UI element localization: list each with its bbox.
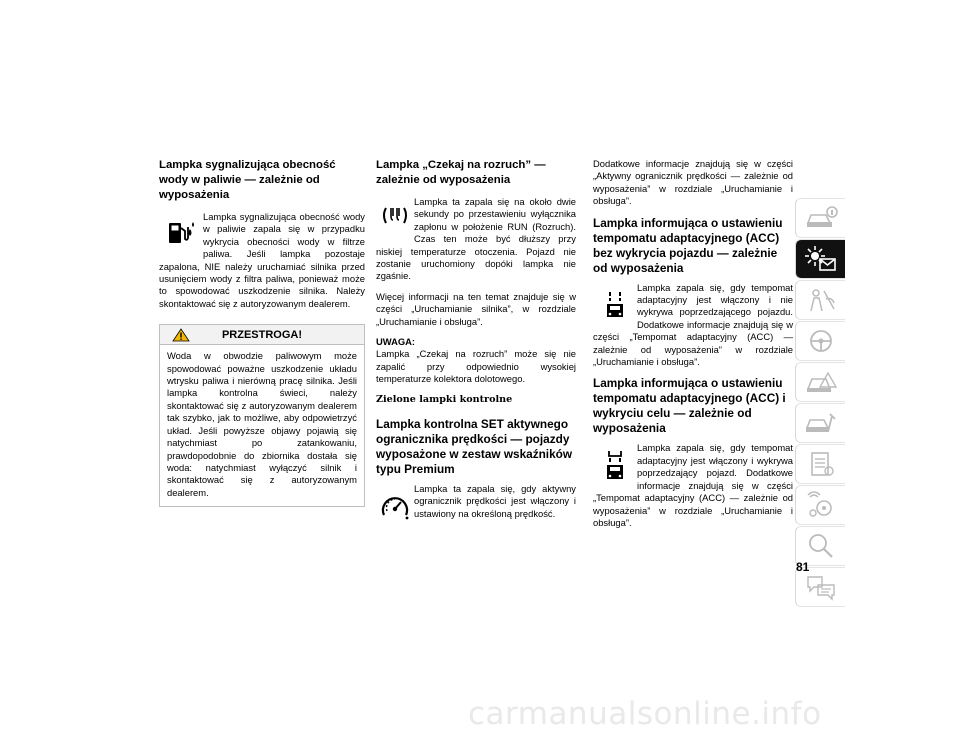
wait-to-start-icon <box>376 200 414 242</box>
green-lights-subheading: Zielone lampki kontrolne <box>376 393 513 405</box>
speed-limiter-icon <box>376 487 414 529</box>
multimedia-icon <box>804 491 838 519</box>
tab-multimedia[interactable] <box>795 485 845 525</box>
heading-water-in-fuel: Lampka sygnalizująca obecność wody w paliwie — zależnie od wyposażenia <box>159 159 336 201</box>
heading-acc-target: Lampka informująca o ustawieniu tempomatu adaptacyjnego (ACC) i wykryciu celu — zależnie od wyposażenia <box>593 376 786 436</box>
acc-target-block <box>593 442 793 537</box>
dashboard-lights-icon <box>804 245 838 273</box>
wait-to-start-block <box>376 196 576 291</box>
warning-box <box>159 324 365 507</box>
watermark: carmanualsonline.info <box>468 696 822 732</box>
column-middle <box>376 158 576 529</box>
tab-dashboard-lights[interactable] <box>795 239 845 279</box>
speed-limiter-text: Lampka ta zapala się, gdy aktywny ogranicznik prędkości jest włączony i ustawiony na określoną prędkość. <box>414 482 576 519</box>
service-icon <box>804 410 838 436</box>
heading-speed-limiter: Lampka kontrolna SET aktywnego ogranicznika prędkości — pojazdy wyposażone w zestaw wskaźników typu Premium <box>376 416 573 476</box>
water-in-fuel-icon <box>159 215 203 257</box>
search-index-icon <box>806 532 836 560</box>
column-right <box>593 158 793 537</box>
warning-title: PRZESTROGA! <box>221 329 303 342</box>
acc-no-target-icon <box>593 286 637 328</box>
speed-limiter-more-info: Dodatkowe informacje znajdują się w części „Aktywny ogranicznik prędkości — zależnie od wyposażenia” w rozdziale „Uruchamianie i obsługa”. <box>593 158 793 207</box>
specs-icon <box>806 450 836 478</box>
acc-no-target-block <box>593 282 793 377</box>
chapter-sidebar <box>795 198 845 608</box>
column-left <box>159 158 365 507</box>
speed-limiter-block <box>376 483 576 529</box>
page-number: 81 <box>796 560 810 574</box>
tab-car-info[interactable] <box>795 198 845 238</box>
note-title: UWAGA: <box>376 336 416 348</box>
safety-icon <box>804 287 838 313</box>
tab-steering[interactable] <box>795 321 845 361</box>
wait-to-start-more-info: Więcej informacji na ten temat znajduje się w części „Uruchamianie silnika”, w rozdziale „Uruchamianie i obsługa”. <box>376 290 576 327</box>
tab-specs[interactable] <box>795 444 845 484</box>
acc-target-text: Lampka zapala się, gdy tempomat adaptacyjny jest włączony i wykrywa poprzedzający pojazd. Dodatkowe informacje znajdują się w części „Tempomat adaptacyjny (ACC) — zależnie od wyposażenia” w rozdziale „Uruchamianie i obsługa”. <box>593 442 793 528</box>
wait-to-start-text: Lampka ta zapala się na około dwie sekundy po przestawieniu wyłącznika zapłonu w położenie RUN (Rozruch). Czas ten może być dłuższy przy niskiej temperaturze otoczenia. Pojazd nie zostanie uruchomiony dopóki lampka nie zgaśnie. <box>376 196 576 282</box>
note-text: Lampka „Czekaj na rozruch” może się nie zapalić przy odpowiednio wysokiej temperaturze kolektora dolotowego. <box>376 348 576 385</box>
warning-header <box>160 325 364 345</box>
heading-acc-no-target: Lampka informująca o ustawieniu tempomatu adaptacyjnego (ACC) bez wykrycia pojazdu — zależnie od wyposażenia <box>593 215 783 275</box>
heading-wait-to-start: Lampka „Czekaj na rozruch” — zależnie od wyposażenia <box>376 159 546 186</box>
tab-safety[interactable] <box>795 280 845 320</box>
tab-service[interactable] <box>795 403 845 443</box>
water-in-fuel-text: Lampka sygnalizująca obecność wody w paliwie zapala się w przypadku wykrycia obecności wody w filtrze paliwa. Jeśli lampka pozostaje zapalona, NIE należy uruchamiać silnika przed usunięciem wody z filtra paliwa, ponieważ może to spowodować uszkodzenie silnika. Należy skontaktować się z autoryzowanym dealerem. <box>159 211 365 309</box>
car-info-icon <box>804 205 838 231</box>
acc-no-target-text: Lampka zapala się, gdy tempomat adaptacyjny jest włączony i nie wykrywa poprzedzającego pojazdu. Dodatkowe informacje znajdują się w części „Tempomat adaptacyjny (ACC) — zależnie od wyposażenia” w rozdziale „Uruchamianie i obsługa”. <box>593 281 793 368</box>
languages-icon <box>804 573 838 601</box>
emergency-icon <box>804 369 838 395</box>
water-in-fuel-block <box>159 211 365 318</box>
note <box>376 336 576 386</box>
steering-icon <box>806 328 836 354</box>
warning-triangle-icon <box>172 328 190 342</box>
acc-target-icon <box>593 446 637 488</box>
tab-emergency[interactable] <box>795 362 845 402</box>
warning-text: Woda w obwodzie paliwowym może spowodować poważne uszkodzenie układu wtrysku paliwa i nierówną pracę silnika. Jeśli lampka kontrolna świeci, należy skontaktować się z autoryzowanym dealerem tak szybko, jak to możliwe, aby odpowietrzyć układ. Jeśli powyższe objawy pojawią się natychmiast po zatankowaniu, prawdopodobnie do zbiornika dostała się woda: natychmiast wyłączyć silnik i skontaktować się z autoryzowanym dealerem. <box>167 350 357 498</box>
